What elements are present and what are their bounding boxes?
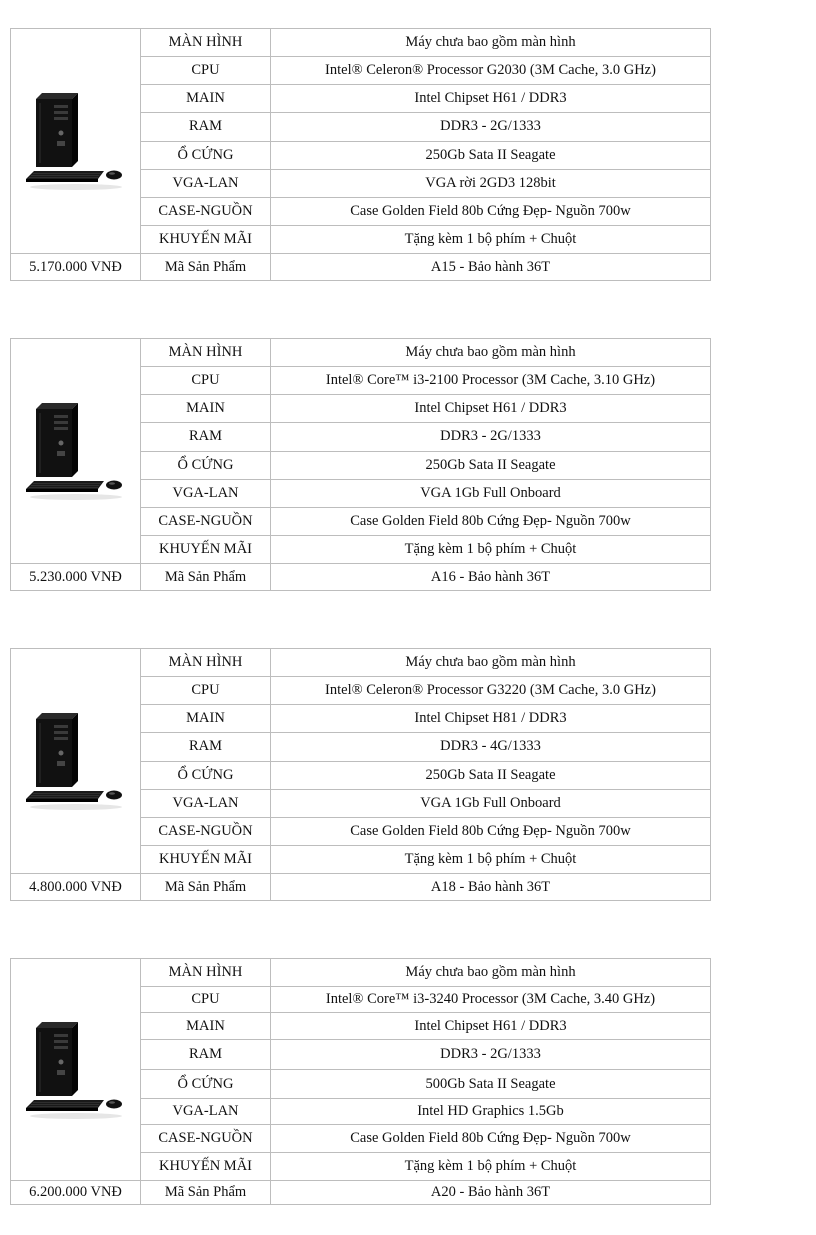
price-row <box>11 1181 711 1205</box>
spec-label: MÀN HÌNH <box>141 959 271 987</box>
product-code-label: Mã Sản Phẩm <box>141 254 271 281</box>
spec-label: MAIN <box>141 705 271 733</box>
spec-value: Intel Chipset H61 / DDR3 <box>271 85 711 113</box>
spec-value: Máy chưa bao gồm màn hình <box>271 649 711 677</box>
spec-label: MÀN HÌNH <box>141 339 271 367</box>
spec-label: CPU <box>141 57 271 85</box>
spec-value: Intel® Celeron® Processor G2030 (3M Cache, 3.0 GHz) <box>271 57 711 85</box>
spec-value: 250Gb Sata II Seagate <box>271 141 711 169</box>
spec-label: VGA-LAN <box>141 169 271 197</box>
product-image-cell <box>11 339 141 564</box>
spec-label: MAIN <box>141 85 271 113</box>
spec-value: Máy chưa bao gồm màn hình <box>271 29 711 57</box>
spec-value: DDR3 - 4G/1333 <box>271 733 711 761</box>
price-row <box>11 564 711 591</box>
spec-label: CASE-NGUỒN <box>141 1124 271 1152</box>
spec-value: Case Golden Field 80b Cứng Đẹp- Nguồn 700w <box>271 1124 711 1152</box>
spec-value: Intel® Core™ i3-3240 Processor (3M Cache, 3.40 GHz) <box>271 987 711 1013</box>
price: 5.170.000 VNĐ <box>11 254 141 281</box>
spec-label: KHUYẾN MÃI <box>141 225 271 253</box>
spec-value: Intel® Celeron® Processor G3220 (3M Cache, 3.0 GHz) <box>271 677 711 705</box>
product-spec-table <box>10 338 711 591</box>
spec-value: Case Golden Field 80b Cứng Đẹp- Nguồn 700w <box>271 507 711 535</box>
spec-value: 250Gb Sata II Seagate <box>271 451 711 479</box>
spec-label: KHUYẾN MÃI <box>141 1152 271 1180</box>
product-code-value: A16 - Bảo hành 36T <box>271 564 711 591</box>
product-image-cell <box>11 29 141 254</box>
spec-label: MAIN <box>141 1013 271 1040</box>
product-code-value: A18 - Bảo hành 36T <box>271 874 711 901</box>
spec-value: DDR3 - 2G/1333 <box>271 423 711 451</box>
spec-label: CPU <box>141 677 271 705</box>
price-row <box>11 254 711 281</box>
product-code-label: Mã Sản Phẩm <box>141 1181 271 1205</box>
spec-label: CASE-NGUỒN <box>141 197 271 225</box>
desktop-pc-image <box>24 91 128 191</box>
spec-label: CASE-NGUỒN <box>141 507 271 535</box>
spec-value: Tặng kèm 1 bộ phím + Chuột <box>271 225 711 253</box>
spec-label: RAM <box>141 733 271 761</box>
spec-label: KHUYẾN MÃI <box>141 845 271 873</box>
spec-value: Case Golden Field 80b Cứng Đẹp- Nguồn 700w <box>271 197 711 225</box>
spec-label: RAM <box>141 423 271 451</box>
spec-value: Máy chưa bao gồm màn hình <box>271 339 711 367</box>
spec-label: Ổ CỨNG <box>141 1070 271 1098</box>
spec-value: VGA 1Gb Full Onboard <box>271 479 711 507</box>
spec-value: VGA 1Gb Full Onboard <box>271 789 711 817</box>
spec-value: Intel Chipset H61 / DDR3 <box>271 1013 711 1040</box>
product-spec-table <box>10 28 711 281</box>
spec-value: Intel Chipset H61 / DDR3 <box>271 395 711 423</box>
product-code-label: Mã Sản Phẩm <box>141 874 271 901</box>
spec-label: MÀN HÌNH <box>141 649 271 677</box>
spec-label: CPU <box>141 367 271 395</box>
spec-value: Tặng kèm 1 bộ phím + Chuột <box>271 845 711 873</box>
spec-label: Ổ CỨNG <box>141 451 271 479</box>
price: 6.200.000 VNĐ <box>11 1181 141 1205</box>
spec-label: KHUYẾN MÃI <box>141 535 271 563</box>
spec-label: VGA-LAN <box>141 1098 271 1124</box>
price-row <box>11 874 711 901</box>
spec-value: 250Gb Sata II Seagate <box>271 761 711 789</box>
product-image-cell <box>11 959 141 1181</box>
spec-label: MAIN <box>141 395 271 423</box>
spec-value: Intel® Core™ i3-2100 Processor (3M Cache, 3.10 GHz) <box>271 367 711 395</box>
product-code-value: A20 - Bảo hành 36T <box>271 1181 711 1205</box>
product-code-label: Mã Sản Phẩm <box>141 564 271 591</box>
spec-label: MÀN HÌNH <box>141 29 271 57</box>
spec-value: Intel HD Graphics 1.5Gb <box>271 1098 711 1124</box>
spec-label: VGA-LAN <box>141 789 271 817</box>
product-spec-table <box>10 648 711 901</box>
spec-label: VGA-LAN <box>141 479 271 507</box>
desktop-pc-image <box>24 1020 128 1120</box>
spec-value: DDR3 - 2G/1333 <box>271 113 711 141</box>
spec-value: Case Golden Field 80b Cứng Đẹp- Nguồn 700w <box>271 817 711 845</box>
spec-label: CASE-NGUỒN <box>141 817 271 845</box>
spec-value: 500Gb Sata II Seagate <box>271 1070 711 1098</box>
product-spec-table <box>10 958 711 1205</box>
spec-label: Ổ CỨNG <box>141 141 271 169</box>
spec-value: VGA rời 2GD3 128bit <box>271 169 711 197</box>
spec-value: DDR3 - 2G/1333 <box>271 1040 711 1070</box>
spec-label: RAM <box>141 113 271 141</box>
product-code-value: A15 - Bảo hành 36T <box>271 254 711 281</box>
spec-row <box>11 649 711 677</box>
spec-row <box>11 959 711 987</box>
spec-value: Tặng kèm 1 bộ phím + Chuột <box>271 1152 711 1180</box>
spec-value: Tặng kèm 1 bộ phím + Chuột <box>271 535 711 563</box>
spec-value: Intel Chipset H81 / DDR3 <box>271 705 711 733</box>
product-image-cell <box>11 649 141 874</box>
price: 4.800.000 VNĐ <box>11 874 141 901</box>
spec-row <box>11 29 711 57</box>
price: 5.230.000 VNĐ <box>11 564 141 591</box>
spec-label: RAM <box>141 1040 271 1070</box>
spec-value: Máy chưa bao gồm màn hình <box>271 959 711 987</box>
spec-label: Ổ CỨNG <box>141 761 271 789</box>
desktop-pc-image <box>24 711 128 811</box>
desktop-pc-image <box>24 401 128 501</box>
spec-row <box>11 339 711 367</box>
spec-label: CPU <box>141 987 271 1013</box>
